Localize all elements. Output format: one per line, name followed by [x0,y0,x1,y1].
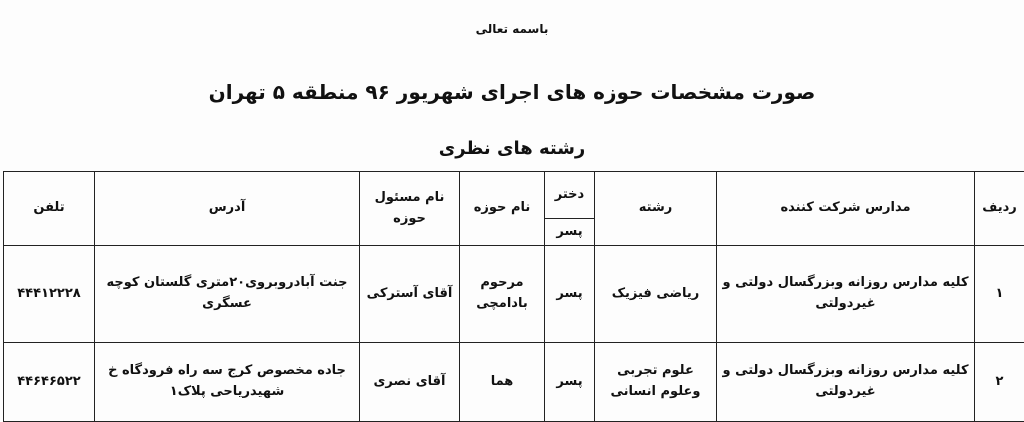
cell-phone: ۴۴۶۴۶۵۲۲ [4,343,95,422]
cell-field: ریاضی فیزیک [595,246,717,343]
header-phone: تلفن [4,172,95,246]
bismillah-heading: باسمه تعالی [0,22,1024,36]
cell-field: علوم تجربی وعلوم انسانی [595,343,717,422]
document-title: صورت مشخصات حوزه های اجرای شهریور ۹۶ منطقه ۵ تهران [0,80,1024,104]
cell-gender: پسر [545,246,595,343]
header-radif: ردیف [975,172,1024,246]
table-header-row [4,172,1024,219]
header-responsible: نام مسئول حوزه [360,172,460,246]
cell-responsible: آقای نصری [360,343,460,422]
cell-schools: کلیه مدارس روزانه وبزرگسال دولتی و غیردولتی [717,343,975,422]
cell-phone: ۴۴۴۱۲۲۲۸ [4,246,95,343]
header-field: رشته [595,172,717,246]
header-schools: مدارس شرکت کننده [717,172,975,246]
cell-gender: پسر [545,343,595,422]
header-area-name: نام حوزه [460,172,545,246]
cell-radif: ۱ [975,246,1024,343]
document-subtitle: رشته های نظری [0,138,1024,159]
table-row [4,343,1024,422]
table-row [4,246,1024,343]
header-address: آدرس [95,172,360,246]
exam-areas-table [3,171,1024,422]
header-girl: دختر [545,172,595,219]
cell-address: جنت آبادروبروی۲۰متری گلستان کوچه عسگری [95,246,360,343]
cell-schools: کلیه مدارس روزانه وبزرگسال دولتی و غیردولتی [717,246,975,343]
cell-radif: ۲ [975,343,1024,422]
cell-area-name: هما [460,343,545,422]
cell-area-name: مرحوم بادامچی [460,246,545,343]
cell-responsible: آقای آسترکی [360,246,460,343]
cell-address: جاده مخصوص کرج سه راه فرودگاه خ شهیدریاحی پلاک۱ [95,343,360,422]
header-boy: پسر [545,219,595,246]
